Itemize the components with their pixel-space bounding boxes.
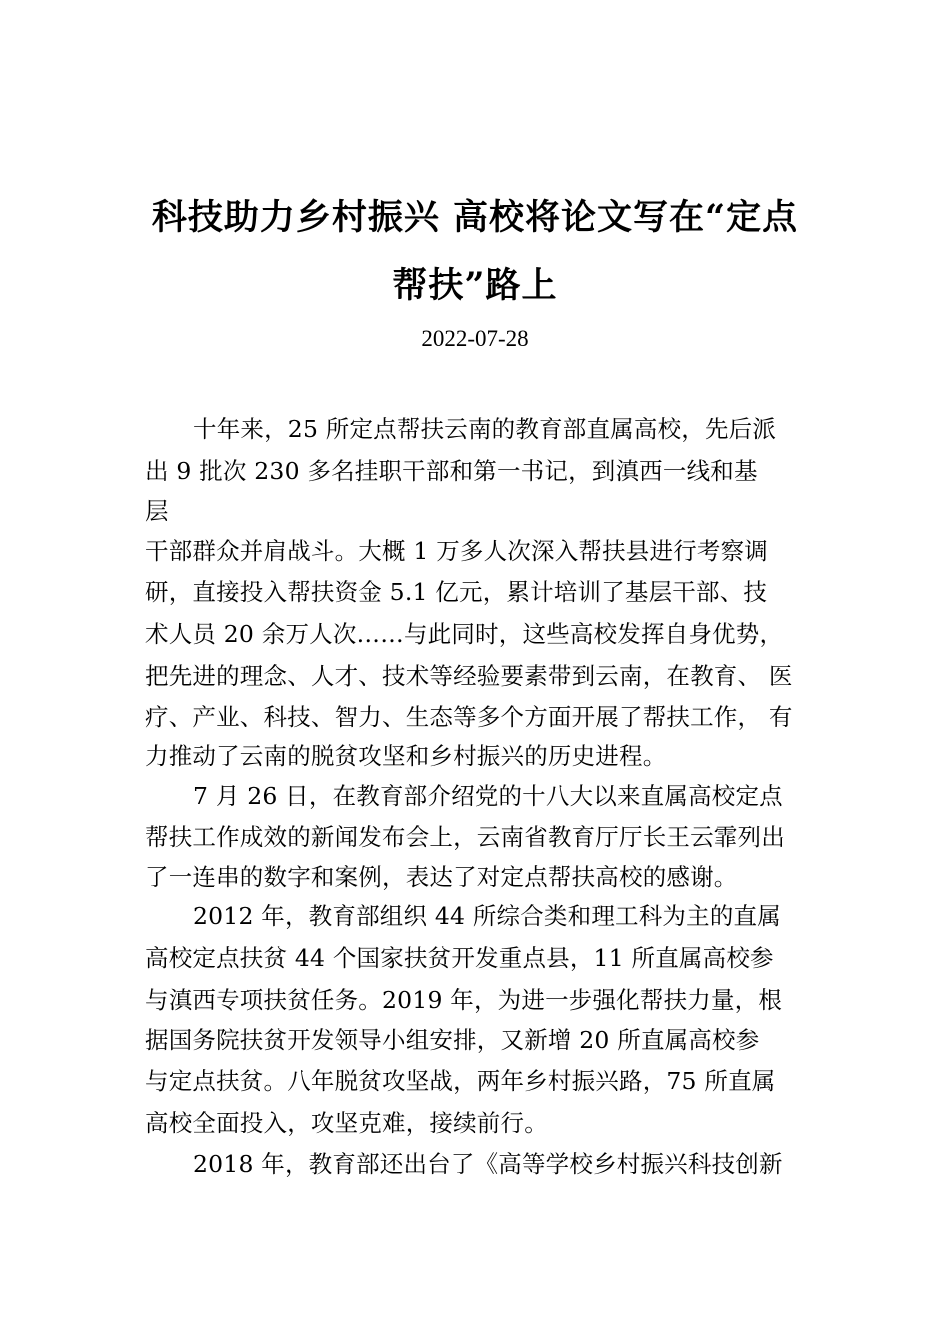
body-line: 把先进的理念、人才、技术等经验要素带到云南，在教育、 医 [145, 662, 793, 690]
body-line: 高校定点扶贫 44 个国家扶贫开发重点县，11 所直属高校参 [145, 944, 774, 972]
article-title-line-1: 科技助力乡村振兴 高校将论文写在“定点 [151, 197, 799, 238]
body-line: 十年来，25 所定点帮扶云南的教育部直属高校，先后派 [193, 415, 777, 443]
body-line: 层 [145, 497, 169, 525]
body-line: 7 月 26 日，在教育部介绍党的十八大以来直属高校定点 [193, 782, 783, 810]
body-line: 据国务院扶贫开发领导小组安排，又新增 20 所直属高校参 [145, 1026, 760, 1054]
body-line: 出 9 批次 230 多名挂职干部和第一书记，到滇西一线和基 [145, 457, 758, 485]
body-line: 与滇西专项扶贫任务。2019 年，为进一步强化帮扶力量，根 [145, 986, 783, 1014]
article-title-line-2: 帮扶”路上 [392, 265, 558, 306]
body-line: 2012 年，教育部组织 44 所综合类和理工科为主的直属 [193, 902, 781, 930]
body-line: 2018 年，教育部还出台了《高等学校乡村振兴科技创新 [193, 1150, 783, 1178]
body-line: 与定点扶贫。八年脱贫攻坚战，两年乡村振兴路，75 所直属 [145, 1067, 776, 1095]
body-line: 术人员 20 余万人次……与此同时，这些高校发挥自身优势， [145, 620, 784, 648]
publish-date: 2022-07-28 [421, 326, 529, 351]
body-line: 高校全面投入，攻坚克难，接续前行。 [145, 1109, 548, 1137]
body-line: 研，直接投入帮扶资金 5.1 亿元，累计培训了基层干部、技 [145, 578, 768, 606]
body-line: 帮扶工作成效的新闻发布会上，云南省教育厅厅长王云霏列出 [145, 823, 785, 851]
body-line: 力推动了云南的脱贫攻坚和乡村振兴的历史进程。 [145, 742, 667, 770]
body-line: 疗、产业、科技、智力、生态等多个方面开展了帮扶工作， 有 [145, 703, 793, 731]
body-line: 干部群众并肩战斗。大概 1 万多人次深入帮扶县进行考察调 [145, 537, 768, 565]
body-line: 了一连串的数字和案例，表达了对定点帮扶高校的感谢。 [145, 863, 738, 891]
